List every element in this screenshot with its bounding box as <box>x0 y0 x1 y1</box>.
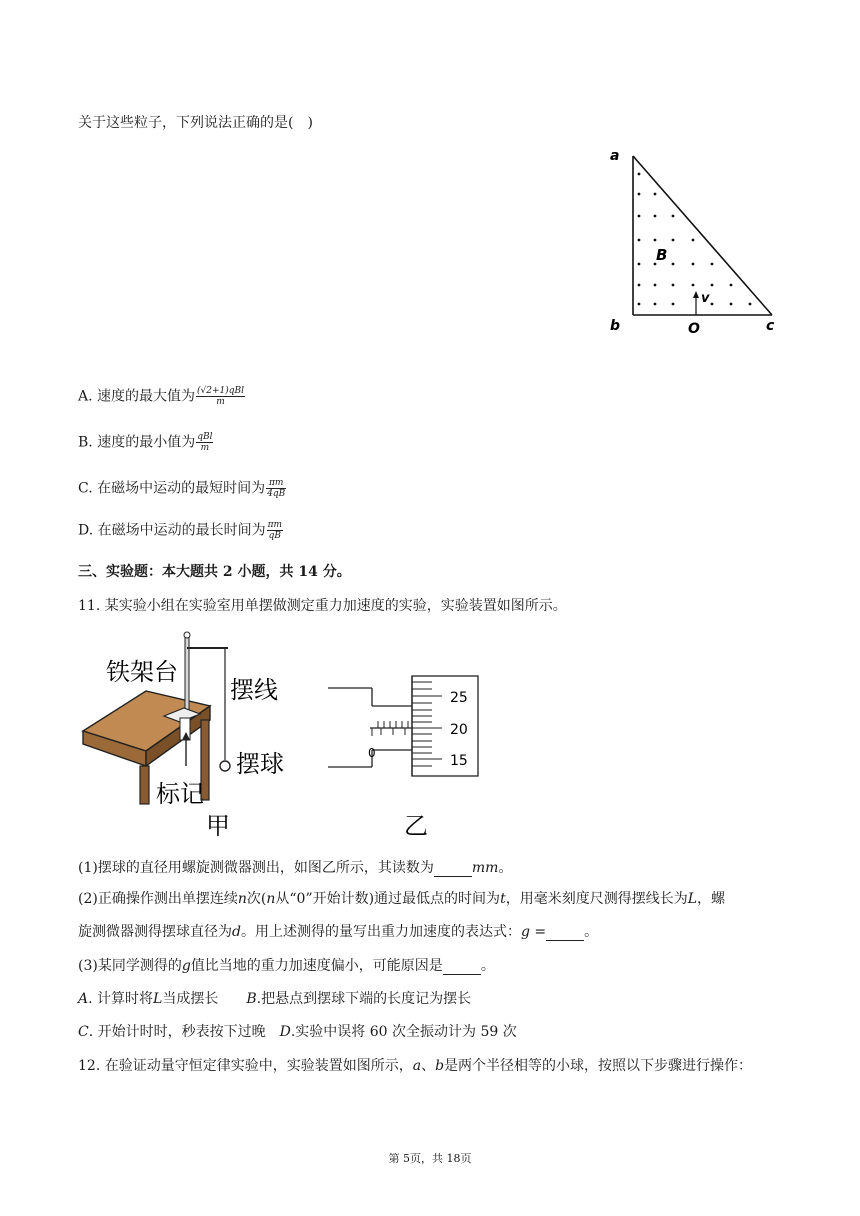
answer-blank-2[interactable] <box>546 926 584 941</box>
option-d <box>78 520 283 541</box>
page-footer: 第 5页，共 18页 <box>388 1152 472 1165</box>
option-c-fraction: $\frac{\pi m}{4qB}$ <box>267 478 286 499</box>
answer-blank-1[interactable] <box>434 862 472 877</box>
label-v: v <box>701 291 710 306</box>
option-d-text: D. 在磁场中运动的最长时间为 <box>78 522 266 539</box>
section-heading: 三、实验题：本大题共 2 小题，共 14 分。 <box>78 564 351 580</box>
label-mark: 标记 <box>156 780 204 808</box>
label-stand: 铁架台 <box>106 658 178 686</box>
q11-stem: 11. 某实验小组在实验室用单摆做测定重力加速度的实验，实验装置如图所示。 <box>78 598 567 614</box>
option-b <box>78 432 213 453</box>
q11-options-cd: C. 开始计时时，秒表按下过晚 D.实验中误将 60 次全振动计为 59 次 <box>78 1024 517 1040</box>
option-a <box>78 386 245 407</box>
q12-stem: 12. 在验证动量守恒定律实验中，实验装置如图所示，a、b是两个半径相等的小球，按照以下步骤进行操作： <box>78 1058 753 1074</box>
label-c: c <box>766 318 775 334</box>
label-a: a <box>610 148 620 164</box>
pendulum-apparatus-figure <box>78 626 303 841</box>
tick-25: 25 <box>450 690 468 706</box>
option-c <box>78 478 286 499</box>
q11-part2-line2: 旋测微器测得摆球直径为d。用上述测得的量写出重力加速度的表达式：g = 。 <box>78 924 599 940</box>
question-intro: 关于这些粒子，下列说法正确的是( ) <box>78 115 313 131</box>
tick-15: 15 <box>450 753 468 769</box>
label-string: 摆线 <box>230 676 278 704</box>
q11-part2-line1: (2)正确操作测出单摆连续n次(n从“0”开始计数)通过最低点的时间为t，用毫米刻度尺测得摆线长为L，螺 <box>78 891 725 907</box>
q11-part1: (1)摆球的直径用螺旋测微器测出，如图乙所示，其读数为 mm。 <box>78 860 513 876</box>
micrometer-figure <box>320 666 490 846</box>
label-B: B <box>656 246 668 264</box>
answer-blank-3[interactable] <box>443 960 481 975</box>
caption-jia: 甲 <box>206 812 230 840</box>
label-ball: 摆球 <box>236 750 284 778</box>
option-c-text: C. 在磁场中运动的最短时间为 <box>78 480 266 497</box>
option-a-text: A. 速度的最大值为 <box>78 388 196 405</box>
option-d-fraction: $\frac{\pi m}{qB}$ <box>267 520 283 541</box>
q11-options-ab: A. 计算时将L当成摆长 B.把悬点到摆球下端的长度记为摆长 <box>78 991 472 1007</box>
q11-part3: (3)某同学测得的g值比当地的重力加速度偏小，可能原因是 。 <box>78 958 495 974</box>
option-a-fraction: $\frac{\text{(√2+1)qBl}}{m}$ <box>197 386 245 407</box>
caption-yi: 乙 <box>404 812 428 840</box>
tick-20: 20 <box>450 722 468 738</box>
label-b: b <box>610 318 621 334</box>
tick-0: 0 <box>368 746 376 760</box>
triangle-field-figure <box>600 140 790 340</box>
option-b-text: B. 速度的最小值为 <box>78 434 196 451</box>
label-O: O <box>688 321 700 337</box>
option-b-fraction: $\frac{\text{qBl}}{m}$ <box>197 432 213 453</box>
